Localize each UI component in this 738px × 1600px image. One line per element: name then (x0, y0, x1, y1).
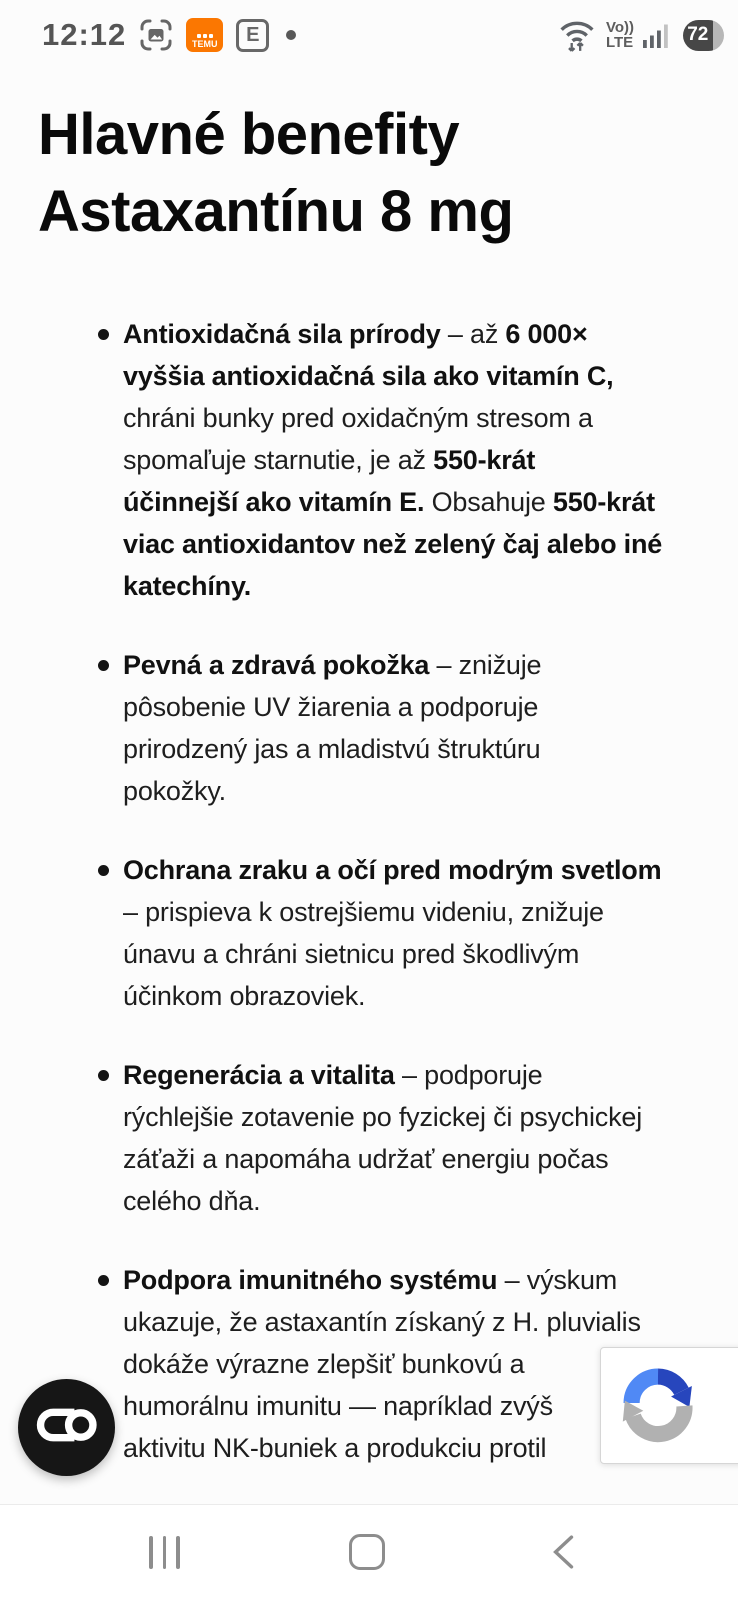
temu-icon-marks (197, 34, 213, 38)
benefit-line: aktivitu NK-buniek a produkciu protil (123, 1433, 547, 1463)
page-title-line2: Astaxantínu 8 mg (38, 179, 514, 244)
e-icon-letter: E (246, 23, 260, 46)
benefit-line: dokáže výrazne zlepšiť bunkovú a (123, 1349, 525, 1379)
benefit-line: účinkom obrazoviek. (123, 981, 366, 1011)
benefits-list (38, 313, 702, 1469)
benefit-line: humorálnu imunitu — napríklad zvýš (123, 1391, 553, 1421)
benefit-line: rýchlejšie zotavenie po fyzickej či psychickej (123, 1102, 643, 1132)
clock: 12:12 (42, 17, 127, 52)
benefit-item (38, 849, 702, 1017)
sync-arrows-icon (601, 1359, 702, 1452)
benefit-item (38, 1054, 702, 1222)
temu-icon-label: TEMU (192, 39, 218, 49)
benefit-line: katechíny. (123, 571, 252, 601)
page-title (38, 96, 702, 250)
benefit-line: – prispieva k ostrejšiemu videniu, znižuje (123, 897, 604, 927)
volte-line2: LTE (605, 34, 634, 51)
status-bar-left (42, 17, 296, 53)
benefit-line: Podpora imunitného systému – výskum (123, 1265, 618, 1295)
benefit-item (38, 644, 702, 812)
home-button[interactable] (349, 1534, 385, 1570)
screenshot-icon (139, 18, 173, 52)
benefit-line: pokožky. (123, 776, 226, 806)
refresh-overlay-card[interactable] (600, 1347, 738, 1464)
benefit-line: únavu a chráni sietnicu pred škodlivým (123, 939, 580, 969)
benefit-line: vyššia antioxidačná sila ako vitamín C, (123, 361, 614, 391)
benefit-line: pôsobenie UV žiarenia a podporuje (123, 692, 539, 722)
signal-bars-icon (643, 22, 670, 49)
benefit-line: Regenerácia a vitalita – podporuje (123, 1060, 543, 1090)
benefit-line: prirodzený jas a mladistvú štruktúru (123, 734, 541, 764)
benefit-line: záťaži a napomáha udržať energiu počas (123, 1144, 609, 1174)
volte-label (606, 20, 634, 50)
recents-button[interactable] (149, 1536, 180, 1569)
navigation-bar (0, 1504, 738, 1600)
status-bar (0, 0, 738, 70)
benefit-line: Ochrana zraku a očí pred modrým svetlom (123, 855, 662, 885)
battery-empty-part (713, 20, 724, 51)
benefit-line: Antioxidačná sila prírody – až 6 000× (123, 319, 588, 349)
temu-app-icon (186, 18, 223, 52)
status-bar-right (557, 17, 724, 53)
co-logo-icon (35, 1407, 99, 1448)
article-content (38, 96, 702, 1506)
benefit-line: Pevná a zdravá pokožka – znižuje (123, 650, 542, 680)
battery-percent: 72 (683, 20, 713, 51)
benefit-line: ukazuje, že astaxantín získaný z H. pluvialis (123, 1307, 641, 1337)
benefit-line: účinnejší ako vitamín E. Obsahuje 550-krát (123, 487, 655, 517)
battery-indicator (683, 20, 724, 51)
e-app-icon (236, 19, 269, 52)
benefit-line: viac antioxidantov než zelený čaj alebo iné (123, 529, 663, 559)
assistant-fab-button[interactable] (18, 1379, 115, 1476)
benefit-item (38, 313, 702, 607)
page-title-line1: Hlavné benefity (38, 102, 460, 167)
wifi-arrows-icon (557, 17, 597, 53)
back-button[interactable] (551, 1535, 575, 1574)
notification-dot (286, 30, 296, 40)
volte-line1: Vo)) (605, 19, 634, 36)
benefit-line: celého dňa. (123, 1186, 261, 1216)
benefit-line: chráni bunky pred oxidačným stresom a (123, 403, 593, 433)
benefit-line: spomaľuje starnutie, je až 550-krát (123, 445, 536, 475)
